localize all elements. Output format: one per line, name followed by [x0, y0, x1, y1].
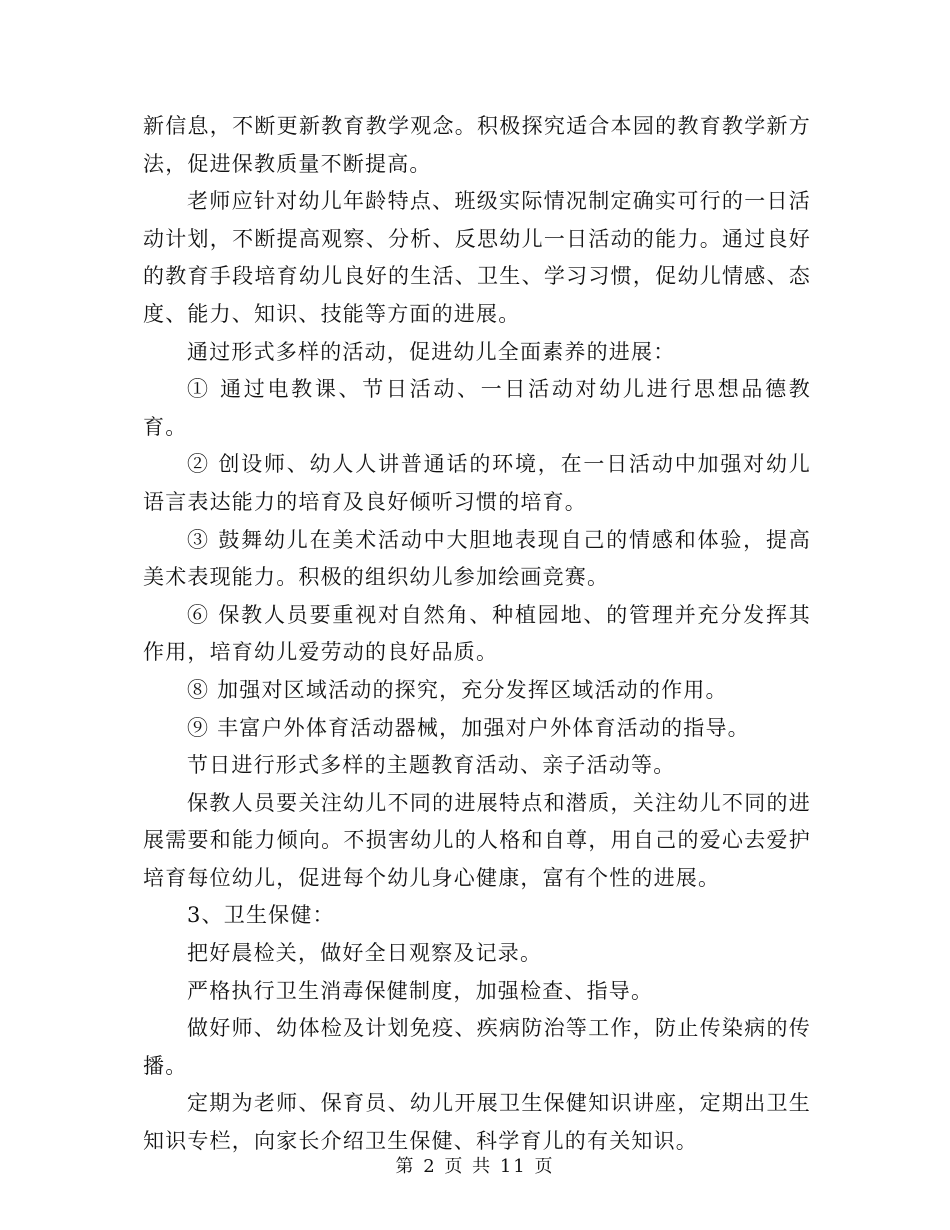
paragraph-4: ① 通过电教课、节日活动、一日活动对幼儿进行思想品德教育。 [143, 377, 811, 439]
paragraph-5: ② 创设师、幼人人讲普通话的环境，在一日活动中加强对幼儿语言表达能力的培育及良好倾听习惯的培育。 [143, 452, 811, 514]
paragraph-3: 通过形式多样的活动，促进幼儿全面素养的进展： [187, 339, 676, 364]
paragraph-6: ③ 鼓舞幼儿在美术活动中大胆地表现自己的情感和体验，提高美术表现能力。积极的组织幼儿参加绘画竞赛。 [143, 527, 811, 590]
paragraph-9: ⑨ 丰富户外体育活动器械，加强对户外体育活动的指导。 [187, 715, 750, 740]
paragraph-7: ⑥ 保教人员要重视对自然角、种植园地、的管理并充分发挥其作用，培育幼儿爱劳动的良好品质。 [143, 602, 811, 665]
document-body [143, 108, 811, 1161]
page-footer: 第 2 页 共 11 页 [395, 1156, 555, 1177]
paragraph-11: 保教人员要关注幼儿不同的进展特点和潜质，关注幼儿不同的进展需要和能力倾向。不损害幼儿的人格和自尊，用自己的爱心去爱护培育每位幼儿，促进每个幼儿身心健康，富有个性的进展。 [143, 790, 811, 890]
paragraph-14: 严格执行卫生消毒保健制度，加强检查、指导。 [187, 978, 654, 1003]
paragraph-2: 老师应针对幼儿年龄特点、班级实际情况制定确实可行的一日活动计划，不断提高观察、分析、反思幼儿一日活动的能力。通过良好的教育手段培育幼儿良好的生活、卫生、学习习惯，促幼儿情感、态度、能力、知识、技能等方面的进展。 [143, 189, 811, 326]
paragraph-8: ⑧ 加强对区域活动的探究，充分发挥区域活动的作用。 [187, 677, 728, 702]
paragraph-16: 定期为老师、保育员、幼儿开展卫生保健知识讲座，定期出卫生知识专栏，向家长介绍卫生保健、科学育儿的有关知识。 [143, 1091, 811, 1154]
paragraph-13: 把好晨检关，做好全日观察及记录。 [187, 941, 543, 966]
paragraph-15: 做好师、幼体检及计划免疫、疾病防治等工作，防止传染病的传播。 [143, 1016, 811, 1078]
paragraph-1: 新信息，不断更新教育教学观念。积极探究适合本园的教育教学新方法，促进保教质量不断提高。 [143, 114, 811, 176]
section-heading-health: 3、卫生保健： [187, 903, 335, 928]
paragraph-10: 节日进行形式多样的主题教育活动、亲子活动等。 [187, 753, 676, 778]
